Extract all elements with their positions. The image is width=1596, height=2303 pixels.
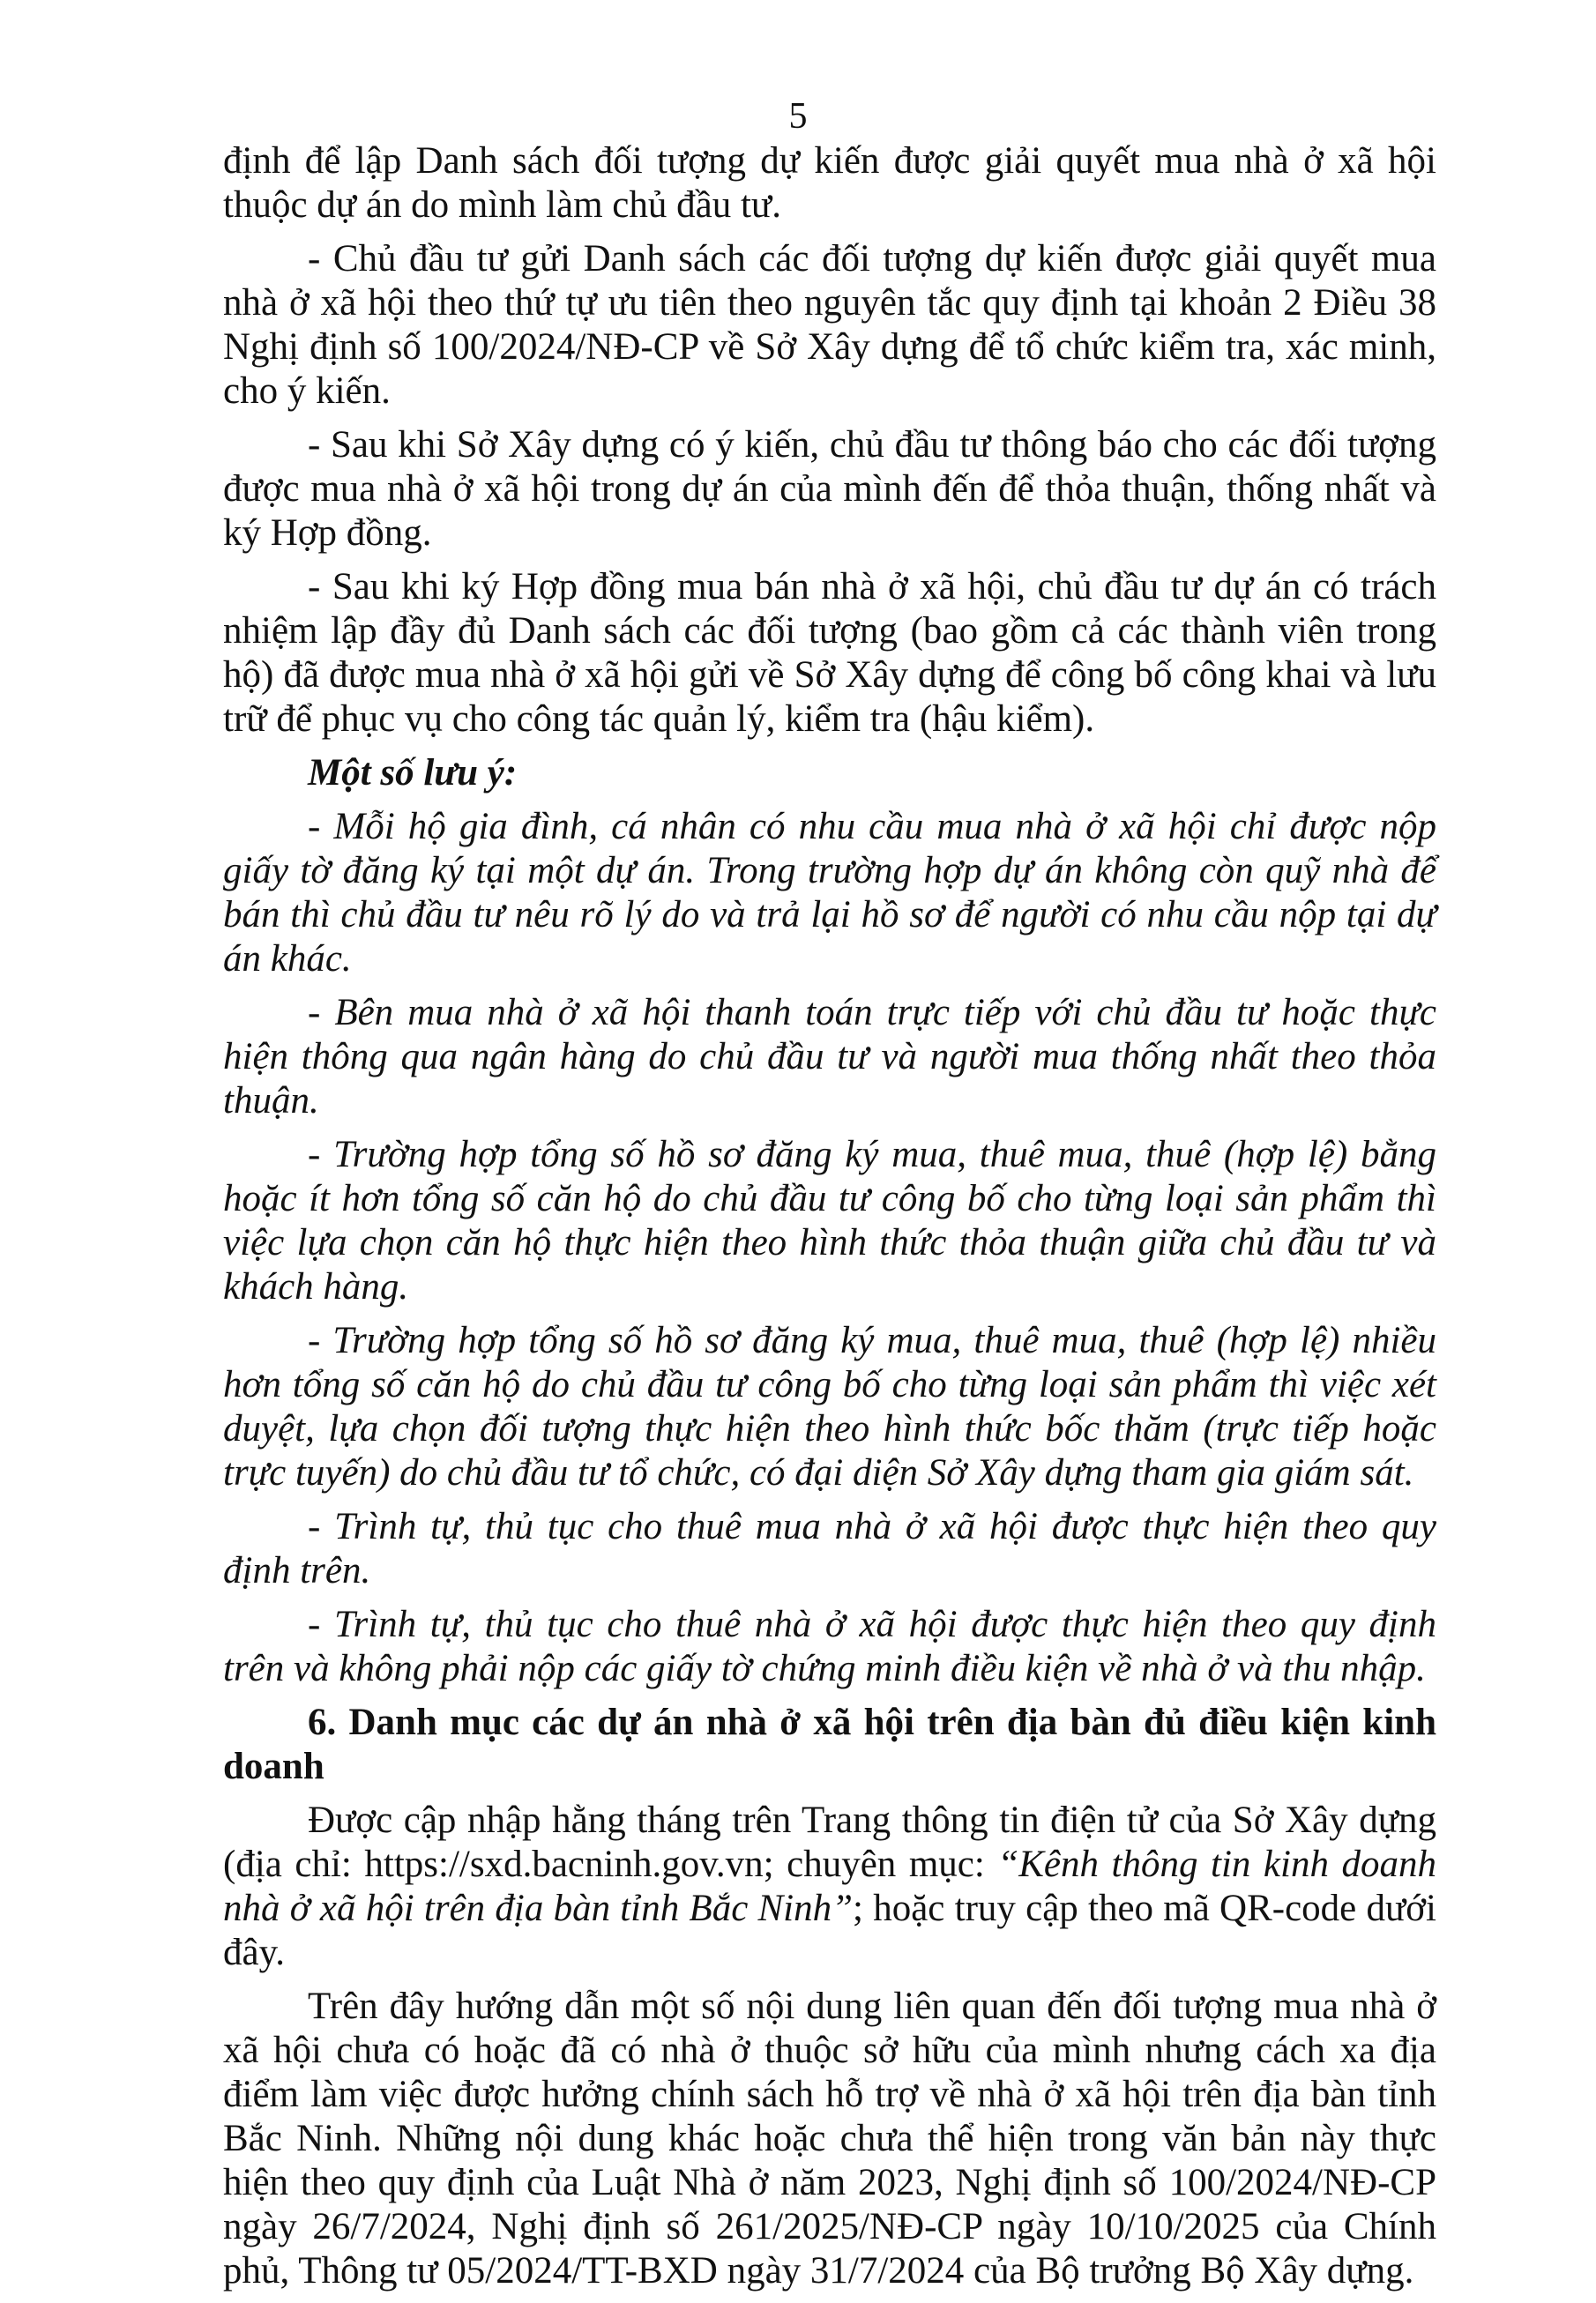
notes-heading: Một số lưu ý:	[308, 752, 518, 794]
note-item: - Trường hợp tổng số hồ sơ đăng ký mua, thuê mua, thuê (hợp lệ) nhiều hơn tổng số căn hộ do chủ đầu tư công bố cho từng loại sản phẩm thì việc xét duyệt, lựa chọn đối tượng thực hiện theo hình thức bốc thăm (trực tiếp hoặc trực tuyến) do chủ đầu tư tổ chức, có đại diện Sở Xây dựng tham gia giám sát.	[223, 1320, 1436, 1494]
note-item: - Trường hợp tổng số hồ sơ đăng ký mua, thuê mua, thuê (hợp lệ) bằng hoặc ít hơn tổng số căn hộ do chủ đầu tư công bố cho từng loại sản phẩm thì việc lựa chọn căn hộ thực hiện theo hình thức thỏa thuận giữa chủ đầu tư và khách hàng.	[223, 1134, 1436, 1308]
note-item: - Trình tự, thủ tục cho thuê nhà ở xã hội được thực hiện theo quy định trên và không phải nộp các giấy tờ chứng minh điều kiện về nhà ở và thu nhập.	[223, 1604, 1436, 1689]
paragraph-investor-list: - Chủ đầu tư gửi Danh sách các đối tượng dự kiến được giải quyết mua nhà ở xã hội theo thứ tự ưu tiên theo nguyên tắc quy định tại khoản 2 Điều 38 Nghị định số 100/2024/NĐ-CP về Sở Xây dựng để tổ chức kiểm tra, xác minh, cho ý kiến.	[223, 238, 1436, 412]
section-6-category-name: “Kênh thông tin kinh doanh nhà ở xã hội trên địa bàn tỉnh Bắc Ninh”	[223, 1844, 1436, 1929]
note-item: - Trình tự, thủ tục cho thuê mua nhà ở xã hội được thực hiện theo quy định trên.	[223, 1506, 1436, 1591]
paragraph-after-opinion: - Sau khi Sở Xây dựng có ý kiến, chủ đầu tư thông báo cho các đối tượng được mua nhà ở xã hội trong dự án của mình đến để thỏa thuận, thống nhất và ký Hợp đồng.	[223, 424, 1436, 554]
note-item: - Bên mua nhà ở xã hội thanh toán trực tiếp với chủ đầu tư hoặc thực hiện thông qua ngân hàng do chủ đầu tư và người mua thống nhất theo thỏa thuận.	[223, 992, 1436, 1122]
note-item: - Mỗi hộ gia đình, cá nhân có nhu cầu mua nhà ở xã hội chỉ được nộp giấy tờ đăng ký tại một dự án. Trong trường hợp dự án không còn quỹ nhà để bán thì chủ đầu tư nêu rõ lý do và trả lại hồ sơ để người có nhu cầu nộp tại dự án khác.	[223, 806, 1436, 980]
closing-paragraph: Trên đây hướng dẫn một số nội dung liên quan đến đối tượng mua nhà ở xã hội chưa có hoặc đã có nhà ở thuộc sở hữu của mình nhưng cách xa địa điểm làm việc được hưởng chính sách hỗ trợ về nhà ở xã hội trên địa bàn tỉnh Bắc Ninh. Những nội dung khác hoặc chưa thể hiện trong văn bản này thực hiện theo quy định của Luật Nhà ở năm 2023, Nghị định số 100/2024/NĐ-CP ngày 26/7/2024, Nghị định số 261/2025/NĐ-CP ngày 10/10/2025 của Chính phủ, Thông tư 05/2024/TT-BXD ngày 31/7/2024 của Bộ trưởng Bộ Xây dựng.	[223, 1986, 1436, 2292]
paragraph-after-contract: - Sau khi ký Hợp đồng mua bán nhà ở xã hội, chủ đầu tư dự án có trách nhiệm lập đầy đủ Danh sách các đối tượng (bao gồm cả các thành viên trong hộ) đã được mua nhà ở xã hội gửi về Sở Xây dựng để công bố công khai và lưu trữ để phục vụ cho công tác quản lý, kiểm tra (hậu kiểm).	[223, 566, 1436, 740]
document-body	[223, 139, 1436, 2303]
section-6-heading: 6. Danh mục các dự án nhà ở xã hội trên địa bàn đủ điều kiện kinh doanh	[223, 1702, 1436, 1787]
section-6-text-after: ; hoặc truy cập theo mã QR-code dưới đây.	[223, 1888, 1436, 1973]
paragraph-continuation: định để lập Danh sách đối tượng dự kiến được giải quyết mua nhà ở xã hội thuộc dự án do mình làm chủ đầu tư.	[223, 140, 1436, 226]
page-number: 5	[788, 96, 808, 137]
section-6-text-before: Được cập nhập hằng tháng trên Trang thông tin điện tử của Sở Xây dựng (địa chỉ: https://sxd.bacninh.gov.vn; chuyên mục:	[223, 1800, 1436, 1885]
section-6-paragraph	[223, 1799, 1436, 1975]
